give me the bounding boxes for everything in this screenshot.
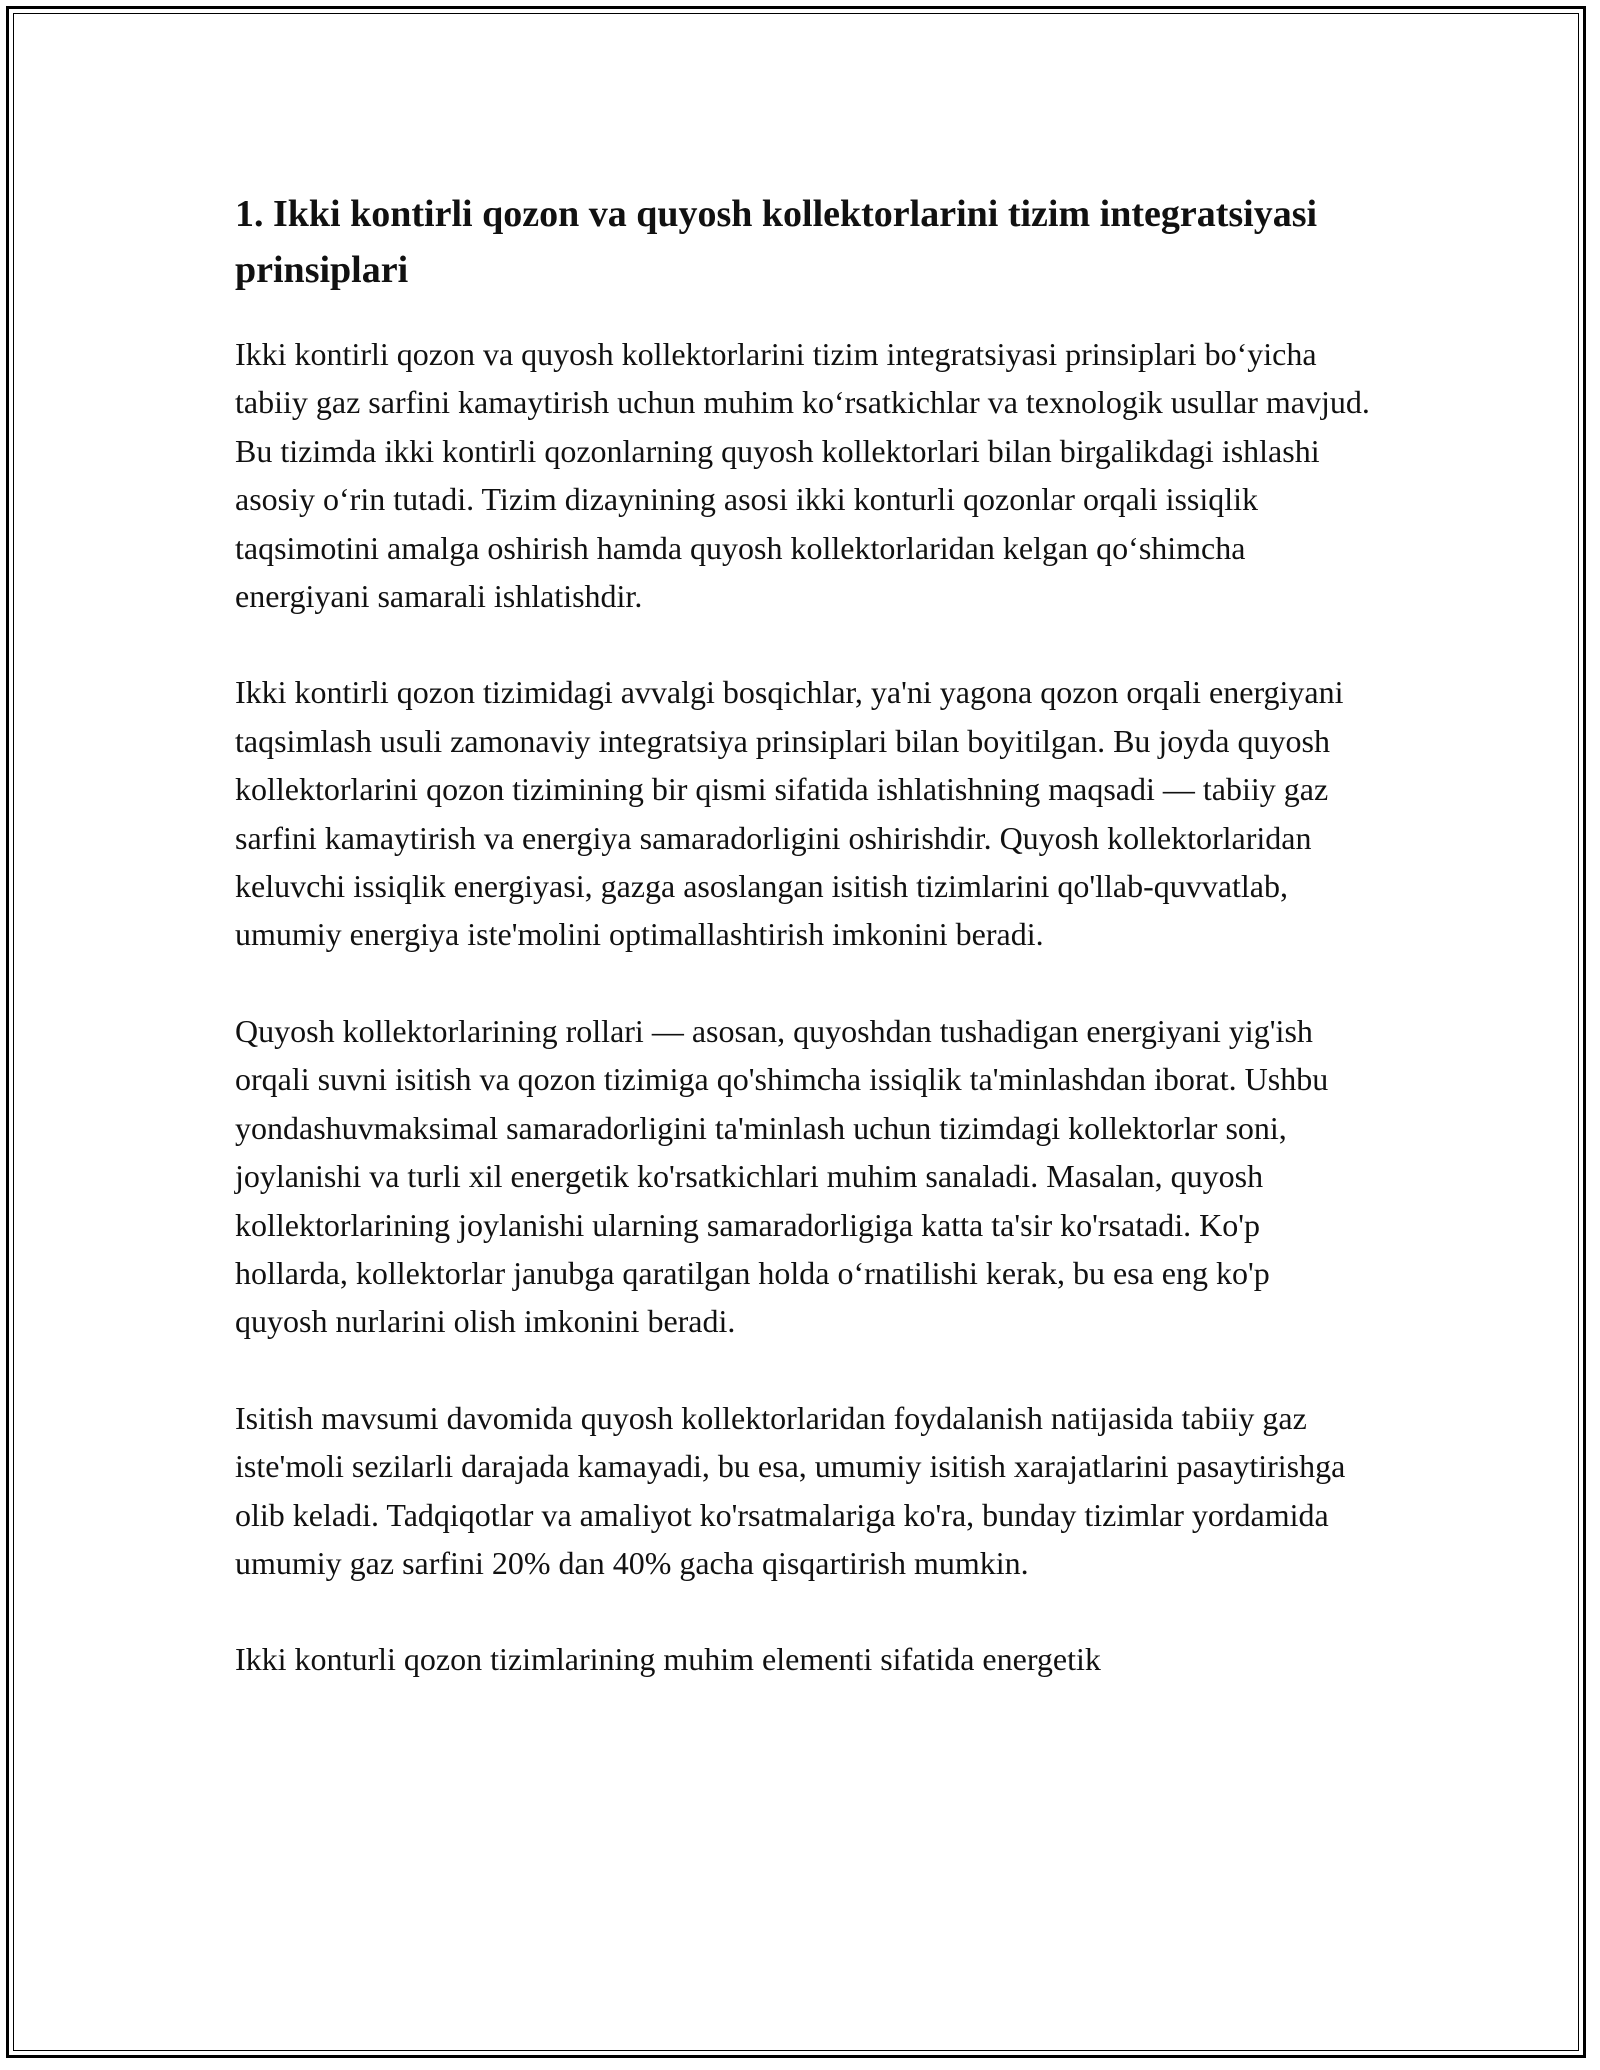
section-title: 1. Ikki kontirli qozon va quyosh kollektorlarini tizim integratsiyasi prinsiplari [235,193,1318,291]
paragraph-2: Ikki kontirli qozon tizimidagi avvalgi bosqichlar, ya'ni yagona qozon orqali energiyani taqsimlash usuli zamonaviy integratsiya prinsiplari bilan boyitilgan. Bu joyda quyosh kollektorlarini qozon tizimining bir qismi sifatida ishlatishning maqsadi — tabiiy gaz sarfini kamaytirish va energiya samaradorligini oshirishdir. Quyosh kollektorlaridan keluvchi issiqlik energiyasi, gazga asoslangan isitish tizimlarini qo'llab-quvvatlab, umumiy energiya iste'molini optimallashtirish imkonini beradi. [235,674,1344,953]
paragraph-5: Ikki konturli qozon tizimlarining muhim elementi sifatida energetik [235,1641,1101,1678]
document-body [235,186,1370,1732]
paragraph-3: Quyosh kollektorlarining rollari — asosan, quyoshdan tushadigan energiyani yig'ish orqali suvni isitish va qozon tizimiga qo'shimcha issiqlik ta'minlashdan iborat. Ushbu yondashuvmaksimal samaradorligini ta'minlash uchun tizimdagi kollektorlar soni, joylanishi va turli xil energetik ko'rsatkichlari muhim sanaladi. Masalan, quyosh kollektorlarining joylanishi ularning samaradorligiga katta ta'sir ko'rsatadi. Ko'p hollarda, kollektorlar janubga qaratilgan holda o‘rnatilishi kerak, bu esa eng ko'p quyosh nurlarini olish imkonini beradi. [235,1012,1329,1340]
paragraph-1: Ikki kontirli qozon va quyosh kollektorlarini tizim integratsiyasi prinsiplari bo‘yicha tabiiy gaz sarfini kamaytirish uchun muhim ko‘rsatkichlar va texnologik usullar mavjud. Bu tizimda ikki kontirli qozonlarning quyosh kollektorlari bilan birgalikdagi ishlashi asosiy o‘rin tutadi. Tizim dizaynining asosi ikki konturli qozonlar orqali issiqlik taqsimotini amalga oshirish hamda quyosh kollektorlaridan kelgan qo‘shimcha energiyani samarali ishlatishdir. [235,336,1370,615]
paragraph-4: Isitish mavsumi davomida quyosh kollektorlaridan foydalanish natijasida tabiiy gaz iste'moli sezilarli darajada kamayadi, bu esa, umumiy isitish xarajatlarini pasaytirishga olib keladi. Tadqiqotlar va amaliyot ko'rsatmalariga ko'ra, bunday tizimlar yordamida umumiy gaz sarfini 20% dan 40% gacha qisqartirish mumkin. [235,1399,1346,1581]
